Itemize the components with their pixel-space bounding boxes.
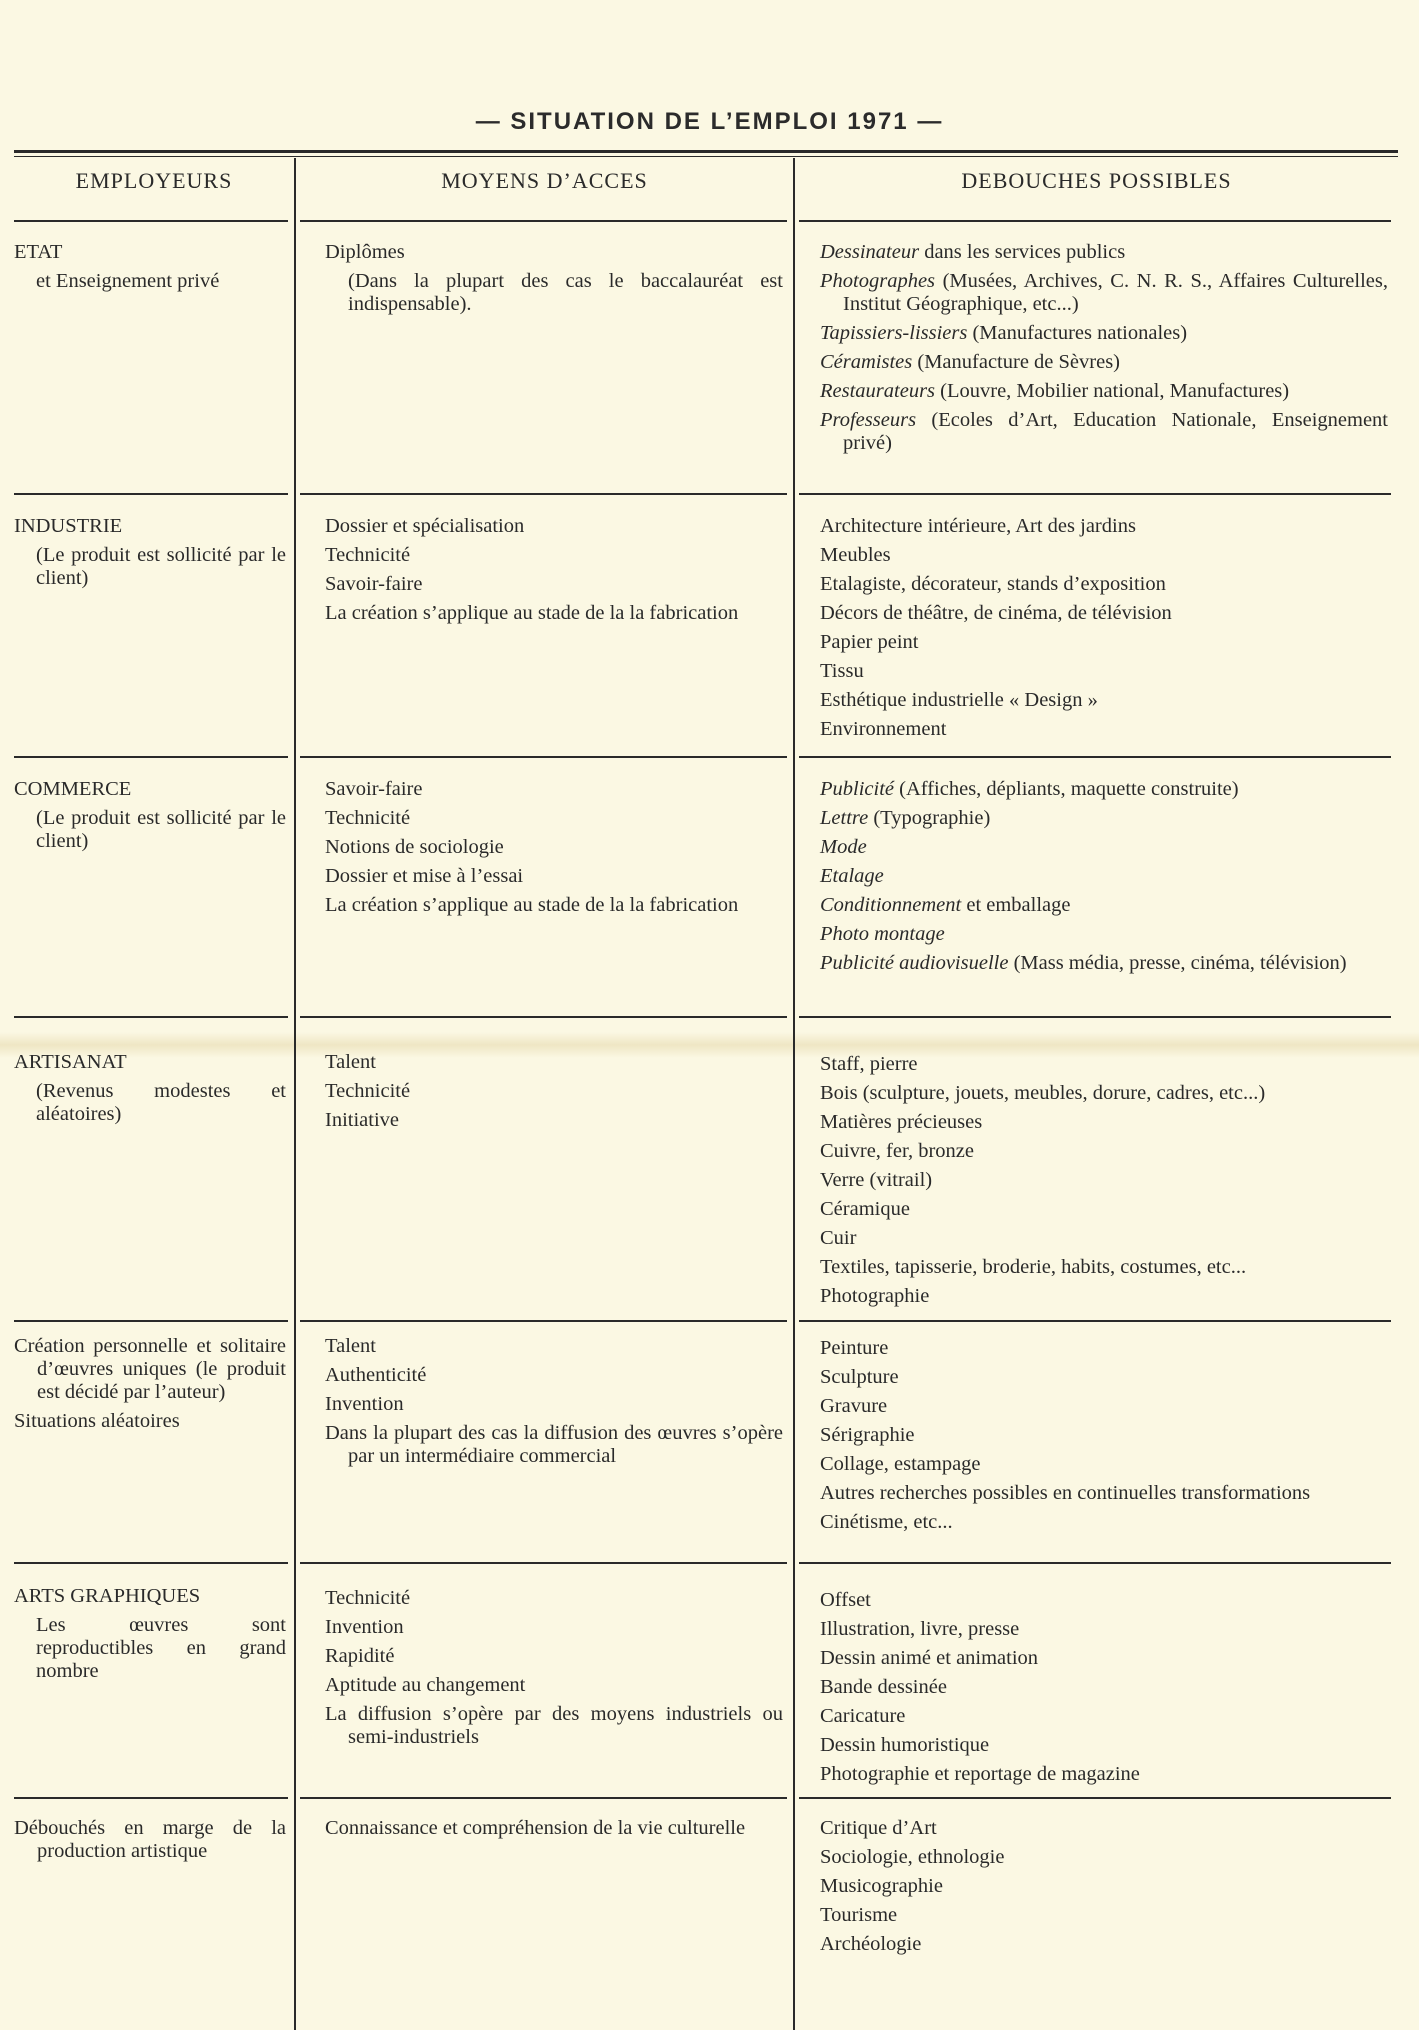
outlet-item: Tourisme	[820, 1904, 898, 1926]
employer-note: Les œuvres sont reproductibles en grand nombre	[36, 1614, 286, 1682]
row-marge-employeur	[14, 1817, 286, 1869]
access-item: Technicité	[325, 1080, 411, 1102]
row-commerce-debouches	[820, 778, 1388, 981]
access-item: Dossier et spécialisation	[325, 515, 525, 537]
top-rule	[14, 150, 1398, 153]
access-item: Notions de sociologie	[325, 836, 504, 858]
top-rule-thin	[14, 156, 1398, 157]
employer-title: ARTISANAT	[14, 1051, 127, 1073]
outlet-item: Gravure	[820, 1395, 888, 1417]
row-commerce-employeur	[14, 778, 286, 853]
row-separator	[300, 1016, 787, 1018]
outlet-item: Papier peint	[820, 631, 919, 653]
outlet-item: Environnement	[820, 718, 947, 740]
outlet-item: Etalage	[820, 865, 884, 887]
column-divider-2	[793, 158, 795, 2030]
row-artisanat-employeur	[14, 1051, 286, 1126]
access-item: Rapidité	[325, 1645, 395, 1667]
outlet-item: Verre (vitrail)	[820, 1169, 933, 1191]
row-separator	[799, 1016, 1391, 1018]
outlet-item: Sociologie, ethnologie	[820, 1846, 1005, 1868]
row-etat-moyens	[325, 241, 783, 322]
access-item: Authenticité	[325, 1364, 427, 1386]
column-divider-1	[294, 158, 296, 2030]
access-item: Connaissance et compréhension de la vie culturelle	[325, 1817, 746, 1839]
row-separator	[799, 493, 1391, 495]
access-item: Dossier et mise à l’essai	[325, 865, 524, 887]
row-commerce-moyens	[325, 778, 783, 923]
header-separator	[300, 220, 787, 222]
header-debouches: DEBOUCHES POSSIBLES	[961, 168, 1232, 193]
row-industrie-debouches	[820, 515, 1388, 747]
access-item: La diffusion s’opère par des moyens industriels ou semi-industriels	[325, 1703, 783, 1748]
outlet-item: Bois (sculpture, jouets, meubles, dorure, cadres, etc...)	[820, 1082, 1266, 1104]
employer-note: (Revenus modestes et aléatoires)	[36, 1080, 286, 1125]
row-separator	[799, 1562, 1391, 1564]
outlet-item: Etalagiste, décorateur, stands d’exposition	[820, 573, 1166, 595]
outlet-item: Offset	[820, 1589, 871, 1611]
row-separator	[799, 756, 1391, 758]
access-item: Aptitude au changement	[325, 1674, 526, 1696]
row-separator	[14, 1320, 288, 1322]
outlet-item: Photo montage	[820, 923, 945, 945]
outlet-item: Architecture intérieure, Art des jardins	[820, 515, 1136, 537]
row-separator	[799, 1320, 1391, 1322]
row-creation-debouches	[820, 1337, 1388, 1540]
outlet-item: Sérigraphie	[820, 1424, 915, 1446]
employer-title: ETAT	[14, 241, 63, 263]
row-creation-moyens	[325, 1335, 783, 1474]
access-item: (Dans la plupart des cas le baccalauréat est indispensable).	[348, 270, 783, 315]
access-item: Talent	[325, 1051, 376, 1073]
row-separator	[799, 1797, 1391, 1799]
outlet-item: Autres recherches possibles en continuelles transformations	[820, 1482, 1311, 1504]
row-artisanat-debouches	[820, 1053, 1388, 1314]
outlet-item: Bande dessinée	[820, 1676, 947, 1698]
outlet-item: Tissu	[820, 660, 864, 682]
outlet-item: Céramique	[820, 1198, 910, 1220]
employer-title: ARTS GRAPHIQUES	[14, 1585, 201, 1607]
outlet-item: Caricature	[820, 1705, 906, 1727]
outlet-item: Textiles, tapisserie, broderie, habits, costumes, etc...	[820, 1256, 1247, 1278]
access-item: Technicité	[325, 807, 411, 829]
row-marge-moyens	[325, 1817, 783, 1846]
row-etat-debouches	[820, 241, 1388, 461]
access-item: Technicité	[325, 1587, 411, 1609]
access-item: Initiative	[325, 1109, 400, 1131]
outlet-item: Peinture	[820, 1337, 889, 1359]
outlet-item: Publicité audiovisuelle (Mass média, presse, cinéma, télévision)	[820, 952, 1347, 974]
outlet-item: Dessin animé et animation	[820, 1647, 1039, 1669]
row-separator	[300, 756, 787, 758]
employer-note: (Le produit est sollicité par le client)	[36, 544, 286, 589]
access-item: Invention	[325, 1616, 404, 1638]
outlet-item: Cinétisme, etc...	[820, 1511, 953, 1533]
access-item: Diplômes	[325, 241, 405, 263]
outlet-item: Lettre (Typographie)	[820, 807, 991, 829]
outlet-item: Sculpture	[820, 1366, 899, 1388]
access-item: Technicité	[325, 544, 411, 566]
row-separator	[300, 1320, 787, 1322]
outlet-item: Photographes (Musées, Archives, C. N. R. S., Affaires Culturelles, Institut Géographique, etc...)	[820, 270, 1388, 315]
row-separator	[14, 1797, 288, 1799]
row-etat-employeur	[14, 241, 286, 293]
employer-title: COMMERCE	[14, 778, 132, 800]
access-item: La création s’applique au stade de la la fabrication	[325, 894, 739, 916]
row-marge-debouches	[820, 1817, 1388, 1962]
access-item: La création s’applique au stade de la la fabrication	[325, 602, 739, 624]
access-item: Savoir-faire	[325, 778, 423, 800]
outlet-item: Collage, estampage	[820, 1453, 981, 1475]
outlet-item: Cuir	[820, 1227, 857, 1249]
employer-title: Création personnelle et solitaire d’œuvres uniques (le produit est décidé par l’auteur)	[14, 1335, 286, 1403]
outlet-item: Cuivre, fer, bronze	[820, 1140, 975, 1162]
row-separator	[300, 1562, 787, 1564]
row-industrie-moyens	[325, 515, 783, 631]
employer-note: et Enseignement privé	[36, 270, 220, 292]
header-separator	[14, 220, 288, 222]
outlet-item: Mode	[820, 836, 867, 858]
outlet-item: Tapissiers-lissiers (Manufactures nationales)	[820, 322, 1188, 344]
outlet-item: Conditionnement et emballage	[820, 894, 1071, 916]
header-separator	[799, 220, 1391, 222]
employer-note: Situations aléatoires	[14, 1410, 180, 1432]
employer-note: (Le produit est sollicité par le client)	[36, 807, 286, 852]
row-creation-employeur	[14, 1335, 286, 1439]
outlet-item: Matières précieuses	[820, 1111, 983, 1133]
outlet-item: Critique d’Art	[820, 1817, 937, 1839]
outlet-item: Staff, pierre	[820, 1053, 918, 1075]
row-arts-graphiques-moyens	[325, 1587, 783, 1755]
row-arts-graphiques-debouches	[820, 1589, 1388, 1792]
row-arts-graphiques-employeur	[14, 1585, 286, 1683]
outlet-item: Dessinateur dans les services publics	[820, 241, 1126, 263]
outlet-item: Restaurateurs (Louvre, Mobilier national, Manufactures)	[820, 380, 1290, 402]
outlet-item: Musicographie	[820, 1875, 943, 1897]
row-industrie-employeur	[14, 515, 286, 590]
row-artisanat-moyens	[325, 1051, 783, 1138]
row-separator	[14, 1016, 288, 1018]
outlet-item: Professeurs (Ecoles d’Art, Education Nationale, Enseignement privé)	[820, 409, 1388, 454]
row-separator	[14, 756, 288, 758]
row-separator	[14, 1562, 288, 1564]
header-employeurs: EMPLOYEURS	[75, 168, 233, 193]
outlet-item: Meubles	[820, 544, 891, 566]
access-item: Dans la plupart des cas la diffusion des œuvres s’opère par un intermédiaire commercial	[325, 1422, 783, 1467]
employer-title: Débouchés en marge de la production artistique	[14, 1817, 286, 1862]
row-separator	[300, 493, 787, 495]
outlet-item: Céramistes (Manufacture de Sèvres)	[820, 351, 1121, 373]
row-separator	[300, 1797, 787, 1799]
access-item: Talent	[325, 1335, 376, 1357]
outlet-item: Dessin humoristique	[820, 1734, 990, 1756]
outlet-item: Publicité (Affiches, dépliants, maquette construite)	[820, 778, 1239, 800]
access-item: Savoir-faire	[325, 573, 423, 595]
outlet-item: Esthétique industrielle « Design »	[820, 689, 1098, 711]
outlet-item: Photographie et reportage de magazine	[820, 1763, 1140, 1785]
outlet-item: Photographie	[820, 1285, 930, 1307]
access-item: Invention	[325, 1393, 404, 1415]
outlet-item: Décors de théâtre, de cinéma, de télévision	[820, 602, 1172, 624]
row-separator	[14, 493, 288, 495]
page-title: — SITUATION DE L’EMPLOI 1971 —	[475, 108, 944, 135]
outlet-item: Illustration, livre, presse	[820, 1618, 1020, 1640]
header-moyens: MOYENS D’ACCES	[441, 168, 648, 193]
employer-title: INDUSTRIE	[14, 515, 123, 537]
outlet-item: Archéologie	[820, 1933, 922, 1955]
